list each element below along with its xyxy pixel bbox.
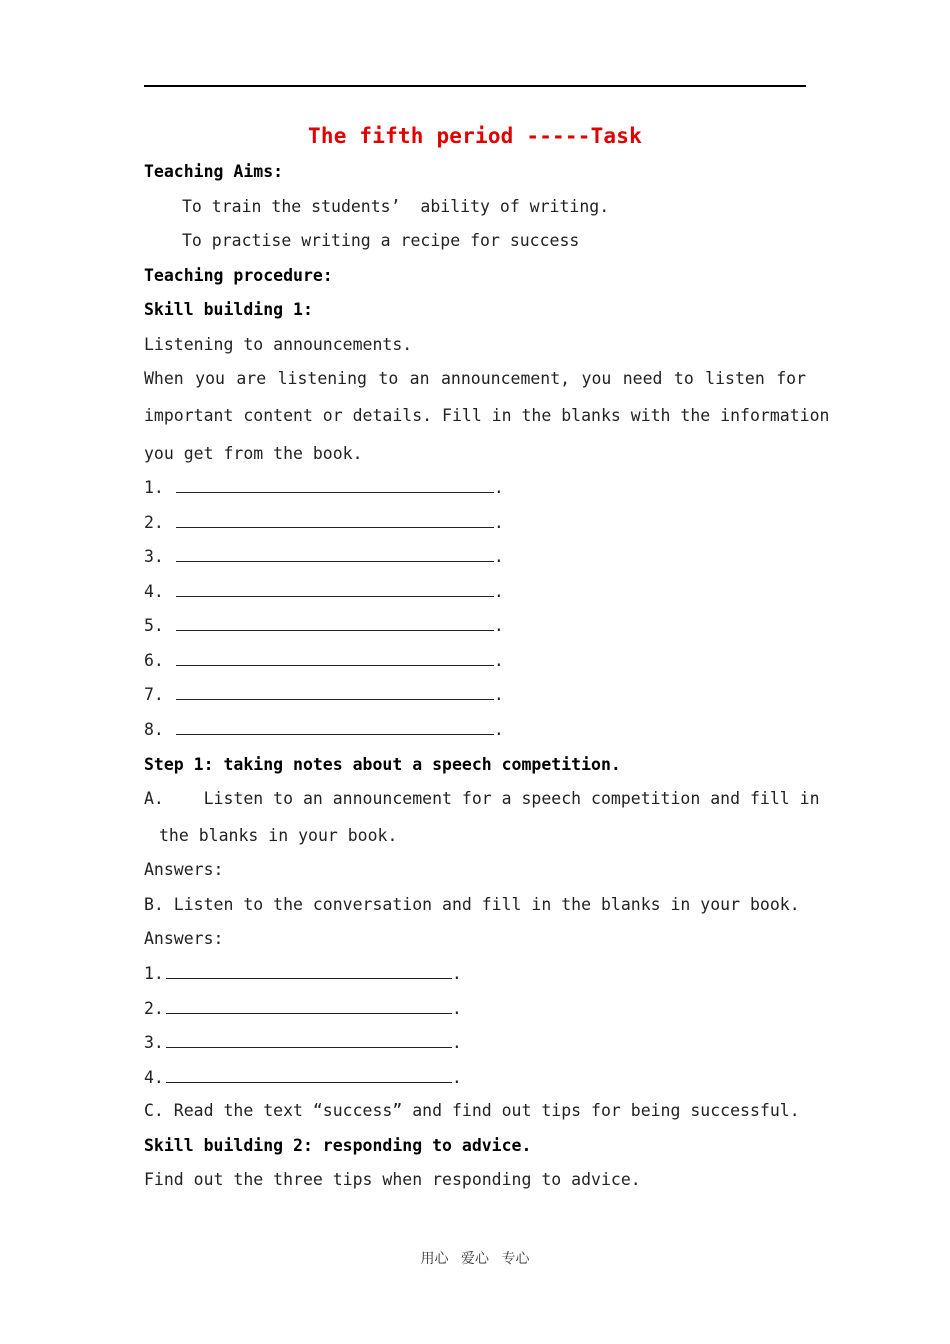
blank-line[interactable] xyxy=(166,1001,452,1014)
blank-line[interactable] xyxy=(176,515,494,528)
blank-number: 1. xyxy=(144,478,164,497)
blank-line[interactable] xyxy=(176,722,494,735)
blank-line[interactable] xyxy=(166,966,452,979)
answer-blank-7[interactable] xyxy=(144,685,504,704)
blank-line[interactable] xyxy=(176,618,494,631)
answer-blank-4[interactable] xyxy=(144,582,504,601)
answer-blank-1[interactable] xyxy=(144,478,504,497)
skill1-heading: Skill building 1: xyxy=(144,300,313,319)
skill2-text: Find out the three tips when responding to advice. xyxy=(144,1170,641,1189)
procedure-heading: Teaching procedure: xyxy=(144,266,333,285)
blank-number: 3. xyxy=(144,547,164,566)
blank-end: . xyxy=(493,512,504,532)
step1-heading: Step 1: taking notes about a speech competition. xyxy=(144,755,621,774)
blank-line[interactable] xyxy=(176,687,494,700)
blank-number: 5. xyxy=(144,616,164,635)
blank-number: 2. xyxy=(144,512,164,532)
aim-1: To train the students’ ability of writing. xyxy=(182,197,610,216)
blank-line[interactable] xyxy=(176,480,494,493)
blank-number: 7. xyxy=(144,685,164,704)
blank-end: . xyxy=(493,616,504,635)
answer-blank-2[interactable] xyxy=(144,513,504,532)
blank-end: . xyxy=(493,685,504,704)
answer-blank-b-2[interactable] xyxy=(144,999,462,1018)
blank-line[interactable] xyxy=(166,1035,452,1048)
step-c: C. Read the text “success” and find out tips for being successful. xyxy=(144,1101,800,1120)
answers-label-2: Answers: xyxy=(144,929,224,948)
blank-end: . xyxy=(493,650,504,670)
answer-blank-8[interactable] xyxy=(144,720,504,739)
skill1-para-line-2: important content or details. Fill in the blanks with the information xyxy=(144,406,830,425)
answer-blank-b-3[interactable] xyxy=(144,1033,462,1052)
blank-number: 6. xyxy=(144,650,164,670)
answer-blank-b-4[interactable] xyxy=(144,1068,462,1087)
blank-end: . xyxy=(493,581,504,601)
step-a-line-2: the blanks in your book. xyxy=(159,826,398,845)
blank-number: 4. xyxy=(144,581,164,601)
answer-blank-5[interactable] xyxy=(144,616,504,635)
answer-blank-3[interactable] xyxy=(144,547,504,566)
answer-blank-6[interactable] xyxy=(144,651,504,670)
blank-number: 8. xyxy=(144,719,164,739)
aims-heading: Teaching Aims: xyxy=(144,162,284,181)
blank-end: . xyxy=(451,998,462,1018)
document-title: The fifth period -----Task xyxy=(308,124,642,148)
blank-number: 2. xyxy=(144,998,164,1018)
step-b: B. Listen to the conversation and fill in the blanks in your book. xyxy=(144,895,800,914)
blank-line[interactable] xyxy=(176,549,494,562)
blank-number: 4. xyxy=(144,1067,164,1087)
blank-line[interactable] xyxy=(176,653,494,666)
page-footer: 用心 爱心 专心 xyxy=(420,1251,530,1267)
blank-end: . xyxy=(451,1033,462,1052)
step-a-line-1: A. Listen to an announcement for a speech competition and fill in xyxy=(144,789,820,808)
blank-number: 3. xyxy=(144,1033,164,1052)
blank-end: . xyxy=(493,478,504,497)
blank-number: 1. xyxy=(144,964,164,983)
header-rule xyxy=(144,85,806,87)
aim-2: To practise writing a recipe for success xyxy=(182,231,580,250)
blank-end: . xyxy=(451,964,462,983)
skill1-subtitle: Listening to announcements. xyxy=(144,335,413,354)
answers-label-1: Answers: xyxy=(144,860,224,879)
skill1-para-line-1: When you are listening to an announcement, you need to listen for xyxy=(144,369,806,388)
skill2-heading: Skill building 2: responding to advice. xyxy=(144,1136,532,1155)
blank-end: . xyxy=(451,1067,462,1087)
blank-line[interactable] xyxy=(166,1070,452,1083)
blank-end: . xyxy=(493,547,504,566)
blank-line[interactable] xyxy=(176,584,494,597)
skill1-para-line-3: you get from the book. xyxy=(144,444,363,463)
answer-blank-b-1[interactable] xyxy=(144,964,462,983)
blank-end: . xyxy=(493,719,504,739)
